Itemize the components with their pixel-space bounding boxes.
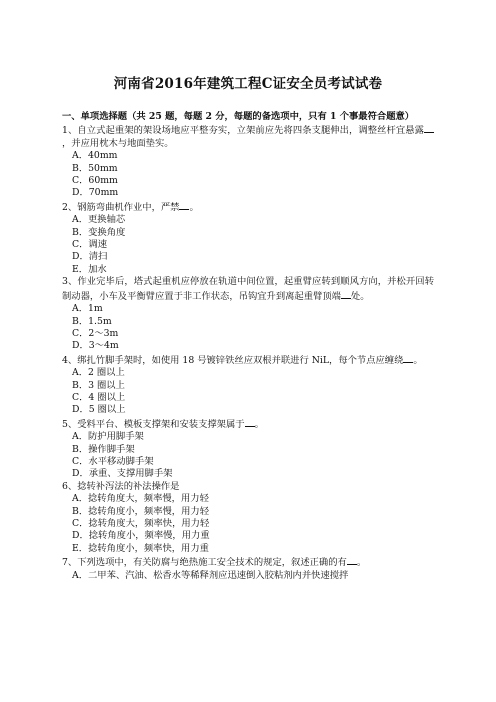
question-4 — [62, 353, 434, 417]
question-3 — [62, 276, 434, 352]
option: E．加水 — [72, 263, 107, 275]
option: D．3～4m — [72, 340, 119, 352]
option: B．操作脚手架 — [72, 443, 135, 455]
question-5 — [62, 417, 434, 481]
option: A．防护用脚手架 — [72, 431, 144, 443]
option: A．40mm — [72, 150, 118, 162]
question-7 — [62, 555, 434, 582]
option: C．4 圈以上 — [72, 391, 126, 403]
option: A．1m — [72, 303, 103, 315]
question-stem: 6、捻转补泻法的补法操作是 — [62, 480, 180, 492]
question-stem: 1、自立式起重架的架设场地应平整夯实，立架前应先将四条支腿伸出，调整丝杆宜悬露，并应用枕木与地面垫实。 — [62, 123, 434, 150]
option: B．1.5m — [72, 315, 112, 327]
answer-blank — [179, 200, 189, 210]
option: B．变换角度 — [72, 226, 126, 238]
answer-blank — [403, 353, 413, 363]
answer-blank — [347, 555, 357, 565]
option: A．2 圈以上 — [72, 367, 125, 379]
document-title: 河南省2016年建筑工程C证安全员考试试卷 — [113, 76, 383, 92]
question-6 — [62, 481, 434, 555]
option: C．60mm — [72, 175, 118, 187]
option: C．2～3m — [72, 327, 119, 339]
option: B．捻转角度小，频率慢，用力轻 — [72, 505, 209, 517]
option: A．更换轴芯 — [72, 214, 126, 226]
option: D．5 圈以上 — [72, 404, 126, 416]
question-1 — [62, 123, 434, 199]
section-heading: 一、单项选择题（共 25 题，每题 2 分，每题的备选项中，只有 1 个事最符合题意） — [62, 111, 415, 122]
option: D．70mm — [72, 187, 119, 199]
answer-blank — [424, 123, 434, 133]
answer-blank — [245, 417, 255, 427]
option: A．捻转角度大，频率慢，用力轻 — [72, 493, 209, 505]
option: D．承重、支撑用脚手架 — [72, 468, 173, 480]
option: C．水平移动脚手架 — [72, 455, 154, 467]
option: D．清扫 — [72, 251, 108, 263]
option: B．50mm — [72, 162, 118, 174]
option: A．二甲苯、汽油、松香水等稀释剂应迅速倒入胶粘剂内并快速搅拌 — [72, 569, 349, 581]
option: C．捻转角度大，频率快，用力轻 — [72, 518, 210, 529]
question-stem: 2、钢筋弯曲机作业中，严禁 。 — [62, 201, 199, 213]
question-stem: 7、下列选项中，有关防腐与绝热施工安全技术的规定，叙述正确的有 。 — [62, 557, 367, 569]
option: D．捻转角度小，频率慢，用力重 — [72, 530, 210, 542]
option: C．调速 — [72, 239, 108, 251]
question-stem: 5、受料平台、模板支撑架和安装支撑架属于 。 — [62, 418, 264, 430]
question-stem: 4、绑扎竹脚手架时，如使用 18 号镀锌铁丝应双根并联进行 NiL，每个节点应缠绕 。 — [62, 354, 423, 366]
question-2 — [62, 200, 434, 276]
answer-blank — [341, 289, 351, 299]
document-body — [62, 111, 434, 582]
question-stem: 3、作业完毕后，塔式起重机应停放在轨道中间位置，起重臂应转到顺风方向，并松开回转制动器，小车及平衡臂应置于非工作状态，吊钩宜升到离起重臂顶端 处。 — [62, 276, 434, 302]
option: E．捻转角度小，频率快，用力重 — [72, 542, 209, 554]
option: B．3 圈以上 — [72, 379, 125, 391]
